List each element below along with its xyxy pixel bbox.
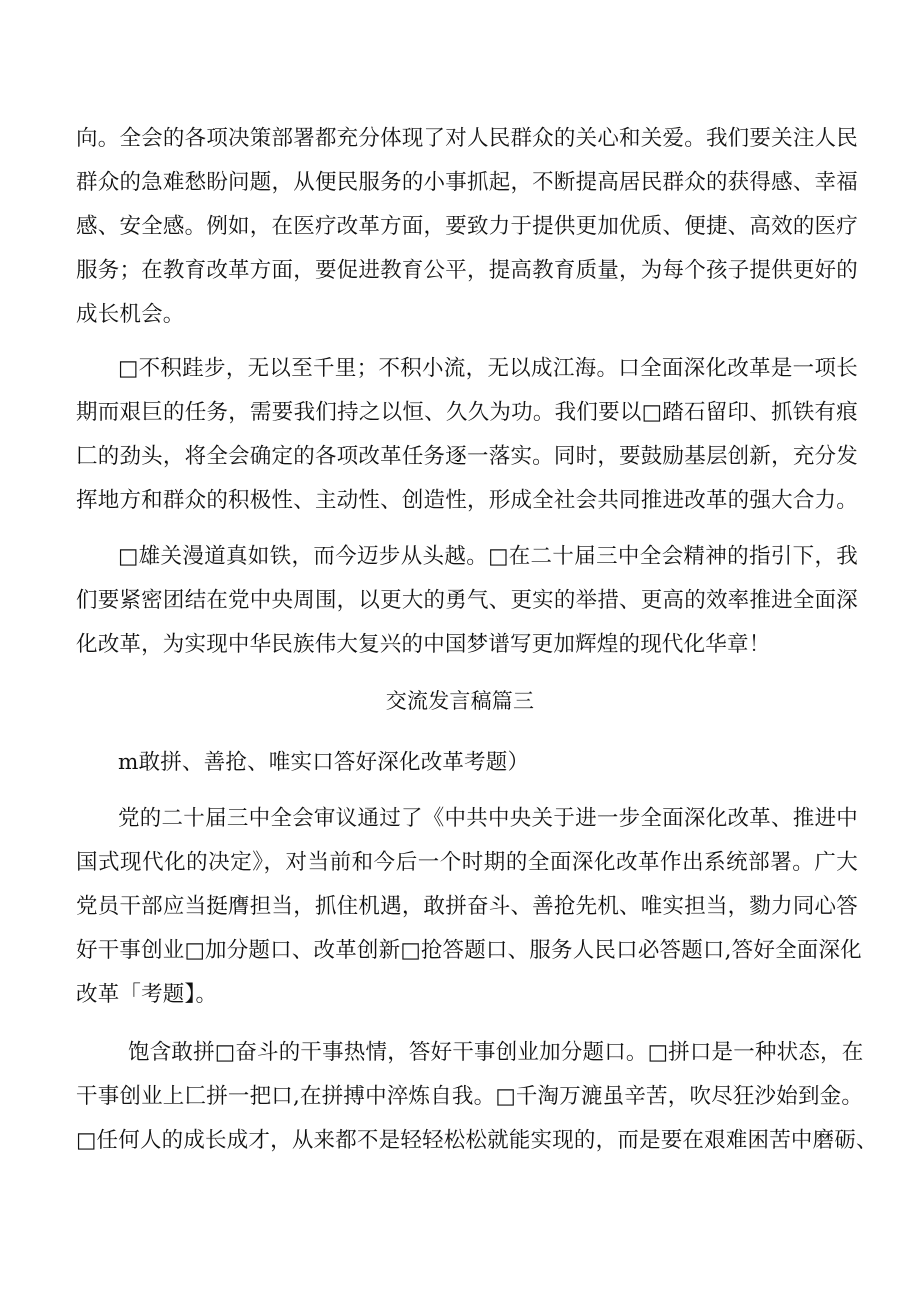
paragraph-2-line-1: □不积跬步，无以至千里；不积小流，无以成江海。口全面深化改革是一项长 [118, 356, 858, 381]
paragraph-2-line-3: 匚的劲头，将全会确定的各项改革任务逐一落实。同时，要鼓励基层创新，充分发 [76, 444, 858, 469]
section-subtitle: m敢拼、善抢、唯实口答好深化改革考题） [118, 750, 530, 775]
paragraph-5-line-2: 干事创业上匚拼一把口,在拼搏中淬炼自我。□千淘万漉虽辛苦，吹尽狂沙始到金。 [76, 1084, 864, 1109]
paragraph-3-line-3: 化改革，为实现中华民族伟大复兴的中国梦谱写更加辉煌的现代化华章！ [76, 632, 771, 657]
paragraph-2-line-4: 挥地方和群众的积极性、主动性、创造性，形成全社会共同推进改革的强大合力。 [76, 488, 858, 513]
paragraph-4-line-2: 国式现代化的决定》，对当前和今后一个时期的全面深化改革作出系统部署。广大 [76, 850, 858, 875]
paragraph-1-line-1: 向。全会的各项决策部署都充分体现了对人民群众的关心和关爱。我们要关注人民 [76, 126, 858, 151]
paragraph-4-line-1: 党的二十届三中全会审议通过了《中共中央关于进一步全面深化改革、推进中 [118, 806, 858, 831]
paragraph-1-line-3: 感、安全感。例如，在医疗改革方面，要致力于提供更加优质、便捷、高效的医疗 [76, 214, 858, 239]
paragraph-5-line-1: 饱含敢拼□奋斗的干事热情，答好干事创业加分题口。□拼口是一种状态，在 [128, 1040, 864, 1065]
paragraph-1-line-2: 群众的急难愁盼问题，从便民服务的小事抓起，不断提高居民群众的获得感、幸福 [76, 170, 858, 195]
paragraph-5-line-3: □任何人的成长成才，从来都不是轻轻松松就能实现的，而是要在艰难困苦中磨砺、 [76, 1128, 878, 1153]
paragraph-3-line-2: 们要紧密团结在党中央周围，以更大的勇气、更实的举措、更高的效率推进全面深 [76, 588, 858, 613]
paragraph-3-line-1: □雄关漫道真如铁，而今迈步从头越。□在二十届三中全会精神的指引下，我 [118, 544, 858, 569]
paragraph-4-line-3: 党员干部应当挺膺担当，抓住机遇，敢拼奋斗、善抢先机、唯实担当，勠力同心答 [76, 894, 858, 919]
paragraph-4-line-4: 好干事创业□加分题口、改革创新□抢答题口、服务人民口必答题口,答好全面深化 [76, 938, 862, 963]
paragraph-4-line-5: 改革「考题】。 [76, 982, 218, 1007]
paragraph-1-line-4: 服务；在教育改革方面，要促进教育公平，提高教育质量，为每个孩子提供更好的 [76, 258, 858, 283]
paragraph-1-line-5: 成长机会。 [76, 302, 185, 327]
section-heading: 交流发言稿篇三 [385, 689, 535, 713]
paragraph-2-line-2: 期而艰巨的任务，需要我们持之以恒、久久为功。我们要以□踏石留印、抓铁有痕 [76, 400, 858, 425]
